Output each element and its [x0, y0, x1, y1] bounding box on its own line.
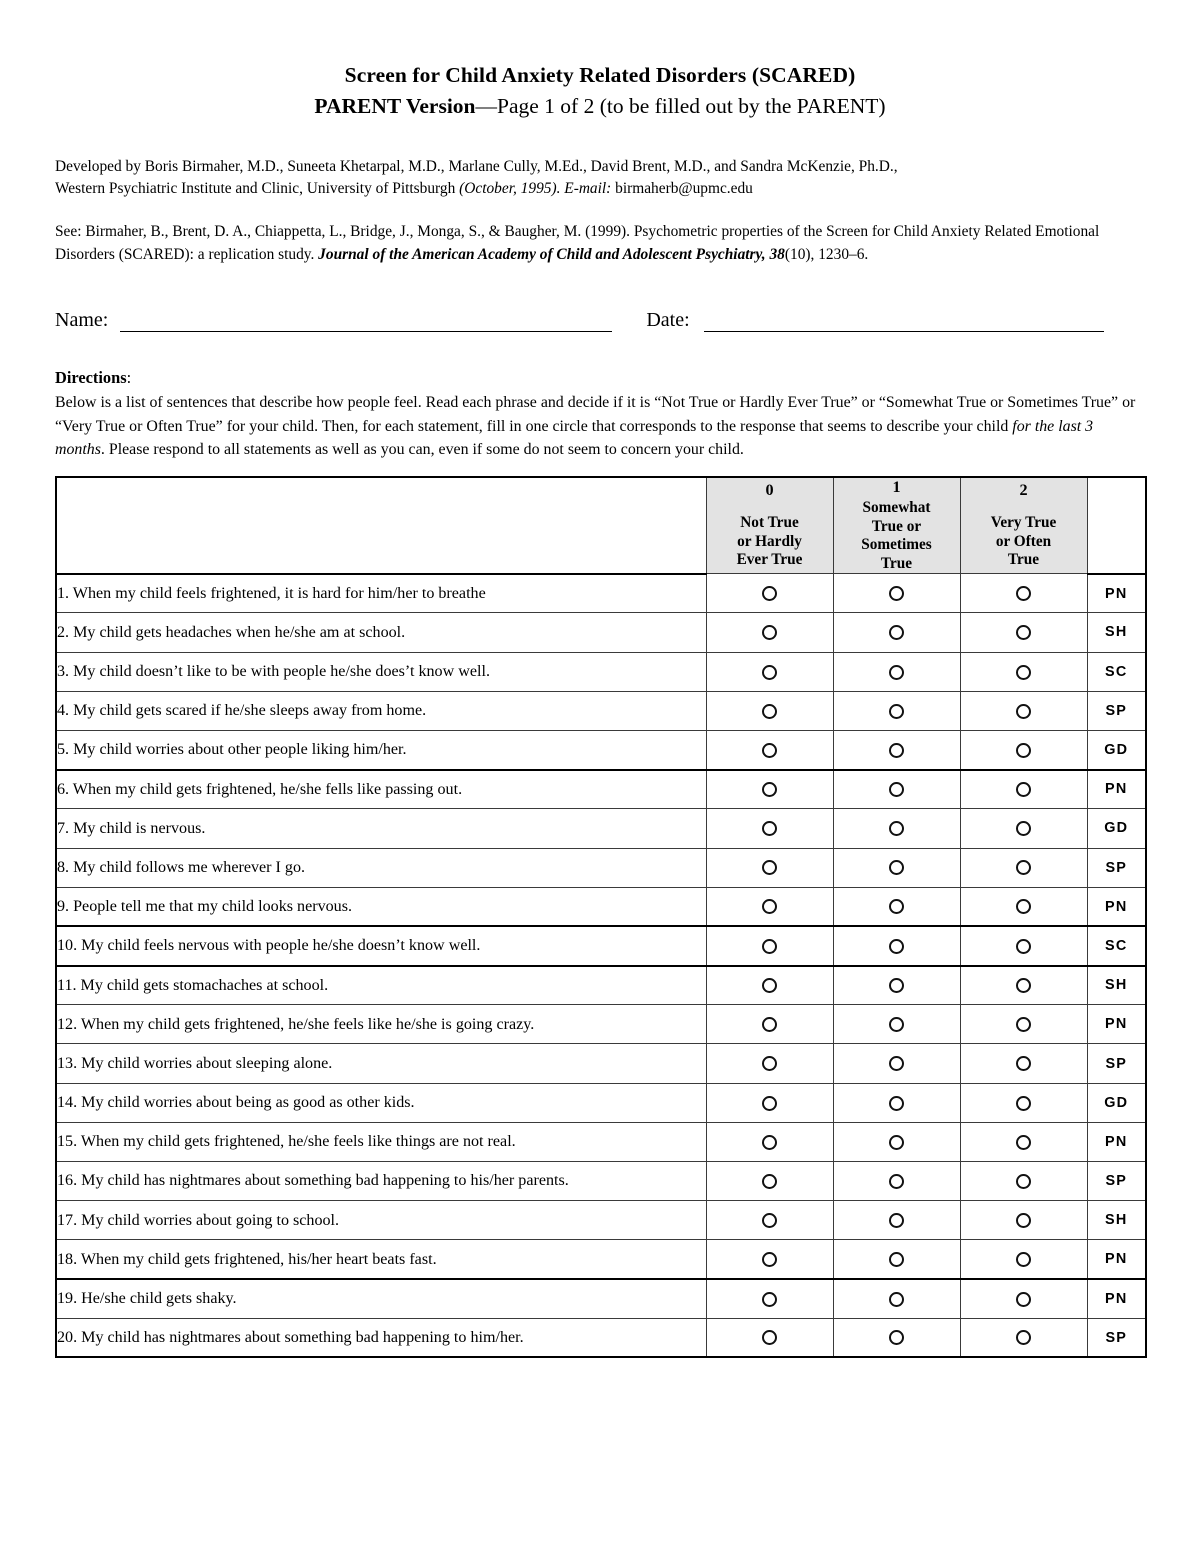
radio-circle-icon[interactable]	[889, 1213, 904, 1228]
name-input[interactable]	[120, 309, 612, 332]
radio-circle-icon[interactable]	[762, 821, 777, 836]
response-option-0[interactable]	[706, 848, 833, 887]
response-option-1[interactable]	[833, 848, 960, 887]
radio-circle-icon[interactable]	[1016, 586, 1031, 601]
statement-text: 9. People tell me that my child looks nervous.	[56, 887, 706, 926]
header-option-1	[833, 477, 960, 574]
radio-circle-icon[interactable]	[1016, 1017, 1031, 1032]
statement-text: 10. My child feels nervous with people he/she doesn’t know well.	[56, 926, 706, 965]
radio-circle-icon[interactable]	[762, 704, 777, 719]
scared-response-table	[55, 476, 1147, 1359]
response-option-2[interactable]	[960, 652, 1087, 691]
header-option-2	[960, 477, 1087, 574]
table-row	[56, 652, 1146, 691]
table-row	[56, 1201, 1146, 1240]
subscale-code: PN	[1087, 1122, 1146, 1161]
response-option-0[interactable]	[706, 613, 833, 652]
subscale-code: SP	[1087, 1318, 1146, 1357]
header-option-0-line2: or Hardly	[737, 532, 802, 550]
subscale-code: SH	[1087, 1201, 1146, 1240]
response-option-2[interactable]	[960, 1044, 1087, 1083]
radio-circle-icon[interactable]	[889, 586, 904, 601]
table-row	[56, 1044, 1146, 1083]
response-option-2[interactable]	[960, 613, 1087, 652]
radio-circle-icon[interactable]	[762, 1252, 777, 1267]
table-row	[56, 1318, 1146, 1357]
radio-circle-icon[interactable]	[889, 821, 904, 836]
subscale-code: GD	[1087, 730, 1146, 769]
response-option-1[interactable]	[833, 1044, 960, 1083]
subscale-code: SP	[1087, 1162, 1146, 1201]
radio-circle-icon[interactable]	[762, 782, 777, 797]
radio-circle-icon[interactable]	[762, 978, 777, 993]
radio-circle-icon[interactable]	[1016, 1096, 1031, 1111]
table-row	[56, 1162, 1146, 1201]
radio-circle-icon[interactable]	[889, 899, 904, 914]
radio-circle-icon[interactable]	[889, 978, 904, 993]
response-option-1[interactable]	[833, 1240, 960, 1279]
response-option-2[interactable]	[960, 966, 1087, 1005]
statement-text: 14. My child worries about being as good as other kids.	[56, 1083, 706, 1122]
statement-text: 18. When my child gets frightened, his/her heart beats fast.	[56, 1240, 706, 1279]
response-option-0[interactable]	[706, 1122, 833, 1161]
table-row	[56, 1083, 1146, 1122]
response-option-1[interactable]	[833, 770, 960, 809]
title-block	[55, 0, 1145, 121]
radio-circle-icon[interactable]	[889, 743, 904, 758]
radio-circle-icon[interactable]	[762, 743, 777, 758]
citation-part-1: See: Birmaher, B., Brent, D. A., Chiappetta, L., Bridge, J., Monga, S., & Baugher, M. (1999). Psychometric properties of the Screen for Child Anxiety Related Emotional Disorders (SCARED): a replication study.	[55, 223, 1100, 263]
statement-text: 5. My child worries about other people liking him/her.	[56, 730, 706, 769]
response-option-0[interactable]	[706, 1005, 833, 1044]
response-option-0[interactable]	[706, 887, 833, 926]
table-row	[56, 1005, 1146, 1044]
radio-circle-icon[interactable]	[1016, 1330, 1031, 1345]
response-option-1[interactable]	[833, 887, 960, 926]
subscale-code: GD	[1087, 809, 1146, 848]
header-option-1-line1: Somewhat	[862, 499, 931, 517]
response-option-2[interactable]	[960, 848, 1087, 887]
radio-circle-icon[interactable]	[762, 1330, 777, 1345]
response-option-1[interactable]	[833, 613, 960, 652]
radio-circle-icon[interactable]	[889, 704, 904, 719]
statement-text: 6. When my child gets frightened, he/she fells like passing out.	[56, 770, 706, 809]
header-option-1-line4: True	[880, 554, 913, 572]
response-option-0[interactable]	[706, 1240, 833, 1279]
subscale-code: SC	[1087, 926, 1146, 965]
table-row	[56, 574, 1146, 613]
radio-circle-icon[interactable]	[889, 1135, 904, 1150]
header-option-0-line3: Ever True	[736, 551, 803, 569]
response-option-2[interactable]	[960, 926, 1087, 965]
table-row	[56, 730, 1146, 769]
response-option-0[interactable]	[706, 926, 833, 965]
radio-circle-icon[interactable]	[889, 1174, 904, 1189]
page-subtitle	[55, 93, 1145, 121]
statement-text: 1. When my child feels frightened, it is hard for him/her to breathe	[56, 574, 706, 613]
response-option-0[interactable]	[706, 574, 833, 613]
directions-text-emphasis: for the last 3 months	[55, 417, 1094, 459]
directions-text-b: . Please respond to all statements as well as you can, even if some do not seem to concern your child.	[100, 441, 744, 459]
directions-text	[55, 391, 1145, 461]
radio-circle-icon[interactable]	[889, 1252, 904, 1267]
table-header	[56, 477, 1146, 574]
radio-circle-icon[interactable]	[762, 899, 777, 914]
radio-circle-icon[interactable]	[1016, 939, 1031, 954]
response-option-0[interactable]	[706, 730, 833, 769]
response-option-0[interactable]	[706, 1201, 833, 1240]
response-option-1[interactable]	[833, 730, 960, 769]
radio-circle-icon[interactable]	[889, 1330, 904, 1345]
radio-circle-icon[interactable]	[1016, 743, 1031, 758]
table-body	[56, 574, 1146, 1358]
radio-circle-icon[interactable]	[762, 1056, 777, 1071]
radio-circle-icon[interactable]	[762, 1292, 777, 1307]
name-label: Name:	[55, 309, 109, 332]
response-option-1[interactable]	[833, 691, 960, 730]
statement-text: 2. My child gets headaches when he/she am at school.	[56, 613, 706, 652]
statement-text: 8. My child follows me wherever I go.	[56, 848, 706, 887]
header-option-0-number: 0	[765, 480, 774, 499]
table-row	[56, 887, 1146, 926]
statement-text: 16. My child has nightmares about something bad happening to his/her parents.	[56, 1162, 706, 1201]
response-option-2[interactable]	[960, 1122, 1087, 1161]
response-option-1[interactable]	[833, 1083, 960, 1122]
credits-line-1: Developed by Boris Birmaher, M.D., Suneeta Khetarpal, M.D., Marlane Cully, M.Ed., David Brent, M.D., and Sandra McKenzie, Ph.D.,	[55, 157, 898, 175]
response-option-0[interactable]	[706, 1279, 833, 1318]
radio-circle-icon[interactable]	[1016, 665, 1031, 680]
response-option-0[interactable]	[706, 770, 833, 809]
date-label: Date:	[646, 309, 690, 332]
table-header-row	[56, 477, 1146, 574]
directions-block	[55, 366, 1145, 461]
subtitle-version: PARENT Version	[314, 93, 476, 118]
credits-email: birmaherb@upmc.edu	[611, 180, 753, 198]
response-option-1[interactable]	[833, 966, 960, 1005]
radio-circle-icon[interactable]	[1016, 1213, 1031, 1228]
radio-circle-icon[interactable]	[1016, 821, 1031, 836]
radio-circle-icon[interactable]	[889, 1017, 904, 1032]
directions-heading	[55, 366, 1145, 390]
response-option-0[interactable]	[706, 691, 833, 730]
subscale-code: SH	[1087, 966, 1146, 1005]
subscale-code: GD	[1087, 1083, 1146, 1122]
subscale-code: SC	[1087, 652, 1146, 691]
header-option-2-number: 2	[1019, 480, 1028, 499]
citation-journal: Journal of the American Academy of Child and Adolescent Psychiatry, 38	[314, 245, 785, 263]
radio-circle-icon[interactable]	[1016, 978, 1031, 993]
response-option-2[interactable]	[960, 1083, 1087, 1122]
response-option-2[interactable]	[960, 1201, 1087, 1240]
radio-circle-icon[interactable]	[1016, 1135, 1031, 1150]
credits-date-email-label: (October, 1995). E-mail:	[459, 180, 612, 198]
response-option-0[interactable]	[706, 1318, 833, 1357]
response-option-1[interactable]	[833, 1005, 960, 1044]
directions-heading-colon: :	[126, 368, 132, 388]
response-option-2[interactable]	[960, 730, 1087, 769]
radio-circle-icon[interactable]	[762, 1213, 777, 1228]
subscale-code: PN	[1087, 1005, 1146, 1044]
header-option-2-line1: Very True	[990, 514, 1057, 532]
response-option-0[interactable]	[706, 1162, 833, 1201]
header-option-2-line3: True	[1007, 551, 1040, 569]
radio-circle-icon[interactable]	[762, 665, 777, 680]
radio-circle-icon[interactable]	[1016, 1174, 1031, 1189]
header-option-0-line1: Not True	[740, 514, 799, 532]
response-option-1[interactable]	[833, 1279, 960, 1318]
subscale-code: PN	[1087, 887, 1146, 926]
subscale-code: SP	[1087, 848, 1146, 887]
radio-circle-icon[interactable]	[889, 782, 904, 797]
table-row	[56, 1122, 1146, 1161]
radio-circle-icon[interactable]	[762, 939, 777, 954]
response-option-2[interactable]	[960, 1279, 1087, 1318]
response-option-2[interactable]	[960, 809, 1087, 848]
statement-text: 12. When my child gets frightened, he/she feels like he/she is going crazy.	[56, 1005, 706, 1044]
radio-circle-icon[interactable]	[1016, 899, 1031, 914]
subscale-code: PN	[1087, 1240, 1146, 1279]
radio-circle-icon[interactable]	[762, 1174, 777, 1189]
header-option-1-line2: True or	[871, 517, 922, 535]
response-option-1[interactable]	[833, 652, 960, 691]
header-option-1-line3: Sometimes	[861, 536, 932, 554]
radio-circle-icon[interactable]	[1016, 625, 1031, 640]
radio-circle-icon[interactable]	[1016, 704, 1031, 719]
radio-circle-icon[interactable]	[1016, 1292, 1031, 1307]
response-option-0[interactable]	[706, 1044, 833, 1083]
radio-circle-icon[interactable]	[1016, 1056, 1031, 1071]
statement-text: 19. He/she child gets shaky.	[56, 1279, 706, 1318]
header-option-0	[706, 477, 833, 574]
table-row	[56, 1240, 1146, 1279]
radio-circle-icon[interactable]	[889, 1096, 904, 1111]
statement-text: 3. My child doesn’t like to be with people he/she does’t know well.	[56, 652, 706, 691]
citation-block	[55, 221, 1145, 266]
subscale-code: SP	[1087, 691, 1146, 730]
response-option-1[interactable]	[833, 1122, 960, 1161]
table-row	[56, 691, 1146, 730]
response-option-1[interactable]	[833, 1162, 960, 1201]
response-option-2[interactable]	[960, 1240, 1087, 1279]
radio-circle-icon[interactable]	[889, 1056, 904, 1071]
response-option-1[interactable]	[833, 809, 960, 848]
response-option-0[interactable]	[706, 652, 833, 691]
table-row	[56, 1279, 1146, 1318]
statement-text: 13. My child worries about sleeping alone.	[56, 1044, 706, 1083]
credits-block	[55, 156, 1145, 201]
radio-circle-icon[interactable]	[1016, 860, 1031, 875]
page-title: Screen for Child Anxiety Related Disorders (SCARED)	[344, 63, 856, 87]
statement-text: 17. My child worries about going to school.	[56, 1201, 706, 1240]
response-option-2[interactable]	[960, 770, 1087, 809]
response-option-1[interactable]	[833, 1201, 960, 1240]
statement-text: 11. My child gets stomachaches at school.	[56, 966, 706, 1005]
subtitle-rest: —Page 1 of 2 (to be filled out by the PARENT)	[475, 93, 886, 118]
response-option-0[interactable]	[706, 809, 833, 848]
radio-circle-icon[interactable]	[889, 939, 904, 954]
response-option-1[interactable]	[833, 1318, 960, 1357]
response-option-1[interactable]	[833, 926, 960, 965]
response-option-2[interactable]	[960, 887, 1087, 926]
header-statement-column	[56, 477, 706, 574]
radio-circle-icon[interactable]	[762, 1017, 777, 1032]
statement-text: 7. My child is nervous.	[56, 809, 706, 848]
response-option-2[interactable]	[960, 691, 1087, 730]
statement-text: 20. My child has nightmares about something bad happening to him/her.	[56, 1318, 706, 1357]
response-option-2[interactable]	[960, 1005, 1087, 1044]
table-row	[56, 926, 1146, 965]
subscale-code: SH	[1087, 613, 1146, 652]
table-row	[56, 966, 1146, 1005]
directions-text-a: Below is a list of sentences that describe how people feel. Read each phrase and decide if it is “Not True or Hardly Ever True” or “Somewhat True or Sometimes True” or “Very True or Often True” for your child. Then, for each statement, fill in one circle that corresponds to the response that seems to describe your child	[55, 394, 1136, 435]
header-option-1-number: 1	[892, 477, 901, 496]
statement-text: 15. When my child gets frightened, he/she feels like things are not real.	[56, 1122, 706, 1161]
credits-line-2	[55, 178, 1145, 201]
response-option-0[interactable]	[706, 966, 833, 1005]
subscale-code: SP	[1087, 1044, 1146, 1083]
credits-affiliation: Western Psychiatric Institute and Clinic, University of Pittsburgh	[55, 180, 460, 198]
table-row	[56, 613, 1146, 652]
radio-circle-icon[interactable]	[889, 860, 904, 875]
subscale-code: PN	[1087, 1279, 1146, 1318]
radio-circle-icon[interactable]	[1016, 782, 1031, 797]
subscale-code: PN	[1087, 574, 1146, 613]
table-row	[56, 809, 1146, 848]
table-row	[56, 848, 1146, 887]
radio-circle-icon[interactable]	[762, 860, 777, 875]
table-row	[56, 770, 1146, 809]
date-input[interactable]	[704, 309, 1104, 332]
directions-heading-text: Directions	[55, 368, 127, 388]
radio-circle-icon[interactable]	[889, 665, 904, 680]
header-option-2-line2: or Often	[995, 532, 1052, 550]
radio-circle-icon[interactable]	[762, 1096, 777, 1111]
subscale-code: PN	[1087, 770, 1146, 809]
response-option-2[interactable]	[960, 574, 1087, 613]
radio-circle-icon[interactable]	[889, 1292, 904, 1307]
citation-part-2: (10), 1230–6.	[784, 245, 869, 263]
radio-circle-icon[interactable]	[889, 625, 904, 640]
response-option-2[interactable]	[960, 1318, 1087, 1357]
radio-circle-icon[interactable]	[762, 625, 777, 640]
radio-circle-icon[interactable]	[1016, 1252, 1031, 1267]
response-option-0[interactable]	[706, 1083, 833, 1122]
header-subscale-column	[1087, 477, 1146, 574]
response-option-2[interactable]	[960, 1162, 1087, 1201]
radio-circle-icon[interactable]	[762, 586, 777, 601]
radio-circle-icon[interactable]	[762, 1135, 777, 1150]
statement-text: 4. My child gets scared if he/she sleeps away from home.	[56, 691, 706, 730]
response-option-1[interactable]	[833, 574, 960, 613]
name-date-row	[55, 300, 1145, 332]
